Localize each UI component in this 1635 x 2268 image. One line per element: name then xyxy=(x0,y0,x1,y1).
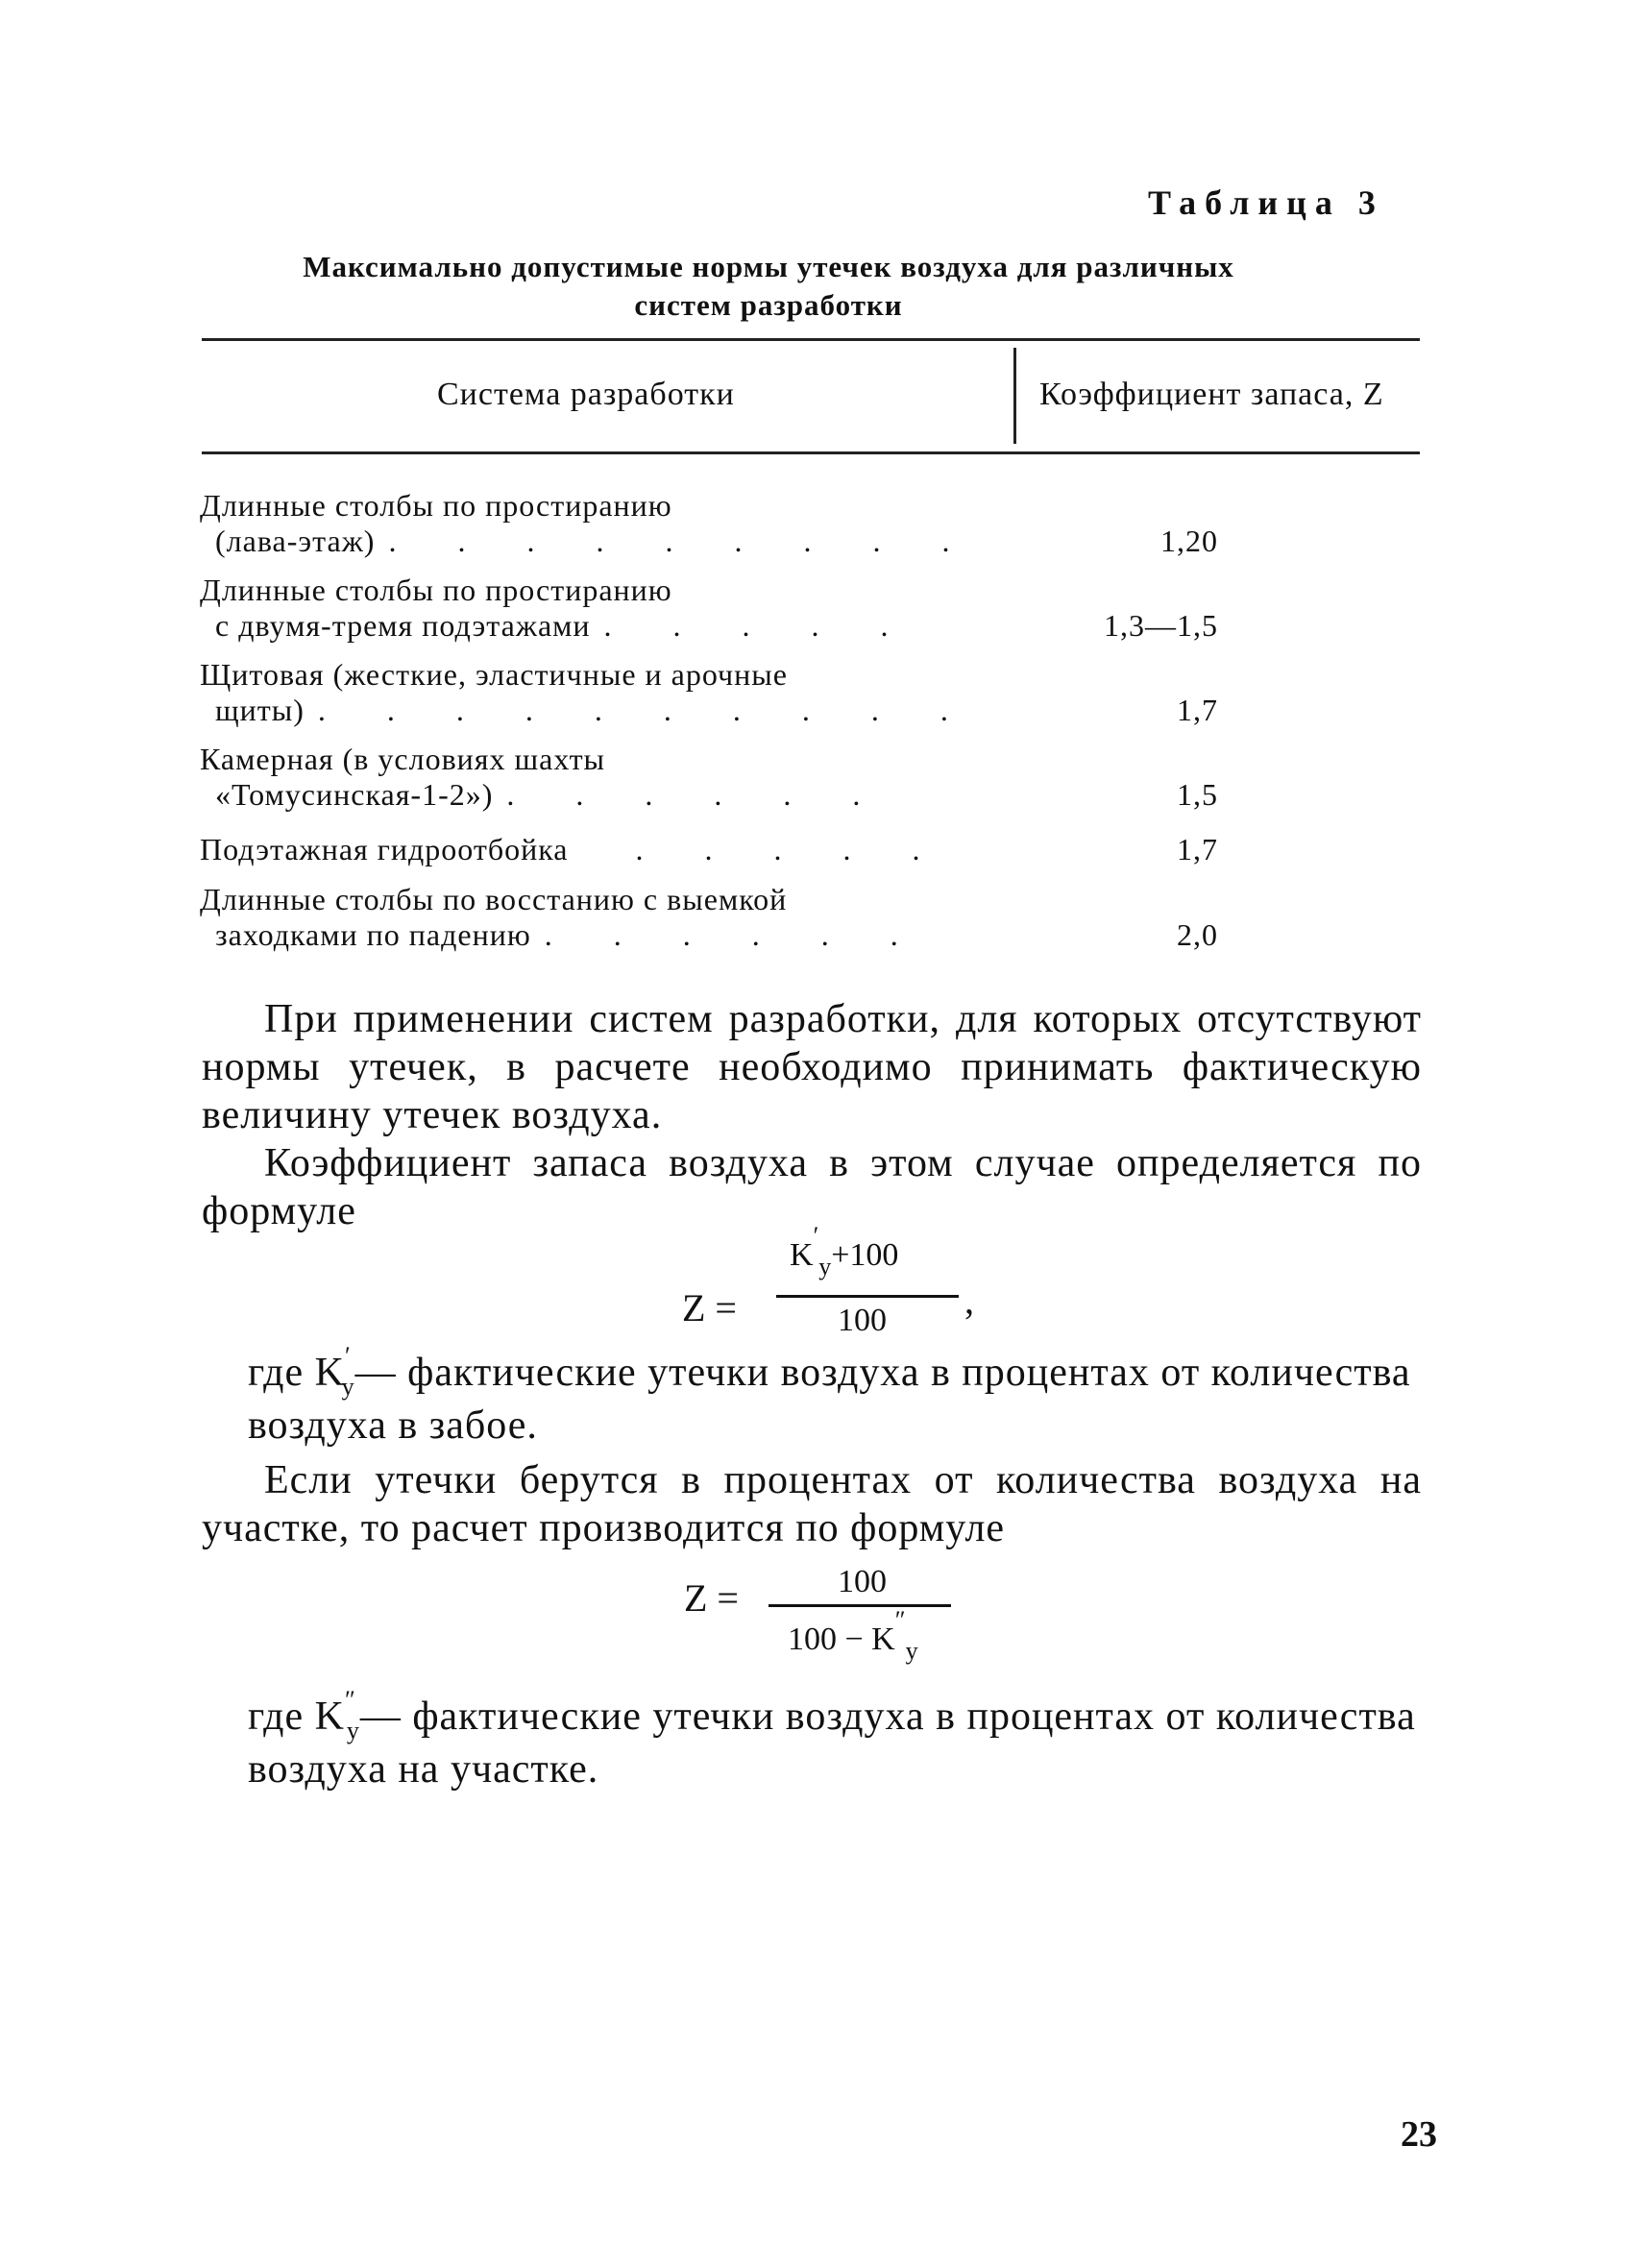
formula-1-fraction-bar xyxy=(776,1295,959,1298)
dot-leader: . . . . . xyxy=(635,832,947,866)
formula-1-denominator: 100 xyxy=(838,1303,887,1338)
row-value: 1,5 xyxy=(1177,777,1218,812)
table-top-rule xyxy=(202,338,1420,341)
row-value: 1,7 xyxy=(1177,832,1218,866)
row-label-line2: «Томусинская-1-2») xyxy=(215,777,494,812)
table-row xyxy=(200,488,1420,559)
page-number: 23 xyxy=(1401,2114,1437,2155)
table-row xyxy=(200,832,1420,867)
table-title-line2: систем разработки xyxy=(634,288,903,322)
table-row xyxy=(200,573,1420,644)
paragraph-2: Коэффициент запаса воздуха в этом случае определяется по формуле xyxy=(202,1141,1422,1233)
table-row xyxy=(200,657,1420,728)
table-title xyxy=(192,248,1345,325)
dot-leader: . . . . . . . . . xyxy=(388,524,977,558)
row-label-line1: Подэтажная гидроотбойка xyxy=(200,832,569,866)
formula-2-fraction-bar xyxy=(769,1604,951,1607)
column-header-system: Система разработки xyxy=(437,377,735,412)
row-value: 1,20 xyxy=(1160,524,1218,558)
row-label-line1: Щитовая (жесткие, эластичные и арочные xyxy=(200,657,788,692)
row-value: 1,3—1,5 xyxy=(1104,608,1218,643)
formula-2-denominator: $100 - K''_у$ xyxy=(788,1606,918,1665)
column-header-coef: Коэффициент запаса, Z xyxy=(1039,377,1384,412)
formula-1-comma: , xyxy=(964,1279,974,1322)
row-label-line1: Длинные столбы по простиранию xyxy=(200,488,672,523)
row-label-line1: Длинные столбы по простиранию xyxy=(200,573,672,607)
where-2: где $K''_у—$ фактические утечки воздуха в процентах от количества воздуха на участке. xyxy=(248,1686,1416,1792)
formula-1-numerator: $K'_у+100$ xyxy=(790,1222,899,1280)
dot-leader: . . . . . . xyxy=(506,777,888,812)
row-label-line1: Камерная (в условиях шахты xyxy=(200,742,606,776)
table-row xyxy=(200,882,1420,953)
row-label-line2: с двумя-тремя подэтажами xyxy=(215,608,591,643)
where-1: где $K'_у—$ фактические утечки воздуха в процентах от количества воздуха в забое. xyxy=(248,1342,1411,1448)
formula-1-lhs: Z = xyxy=(682,1286,737,1329)
row-label-line2: щиты) xyxy=(215,693,305,727)
dot-leader: . . . . . . . . . . xyxy=(317,693,975,727)
row-label-line2: (лава-этаж) xyxy=(215,524,376,558)
row-value: 1,7 xyxy=(1177,693,1218,727)
dot-leader: . . . . . xyxy=(603,608,915,643)
table-label: Таблица 3 xyxy=(1148,183,1384,222)
paragraph-1: При применении систем разработки, для которых отсутствуют нормы утечек, в расчете необходимо принимать фактическую величину утечек воздуха. xyxy=(202,997,1422,1137)
row-label-line1: Длинные столбы по восстанию с выемкой xyxy=(200,882,788,916)
dot-leader: . . . . . . xyxy=(544,917,925,952)
row-value: 2,0 xyxy=(1177,917,1218,952)
table-row xyxy=(200,742,1420,813)
table-header-rule xyxy=(202,451,1420,454)
row-label-line2: заходками по падению xyxy=(215,917,531,952)
formula-2-lhs: Z = xyxy=(684,1576,739,1620)
table-column-divider xyxy=(1013,348,1016,444)
paragraph-3: Если утечки берутся в процентах от количества воздуха на участке, то расчет производится по формуле xyxy=(202,1458,1422,1550)
formula-2-numerator: 100 xyxy=(838,1564,887,1599)
table-title-line1: Максимально допустимые нормы утечек воздуха для различных xyxy=(303,250,1234,283)
